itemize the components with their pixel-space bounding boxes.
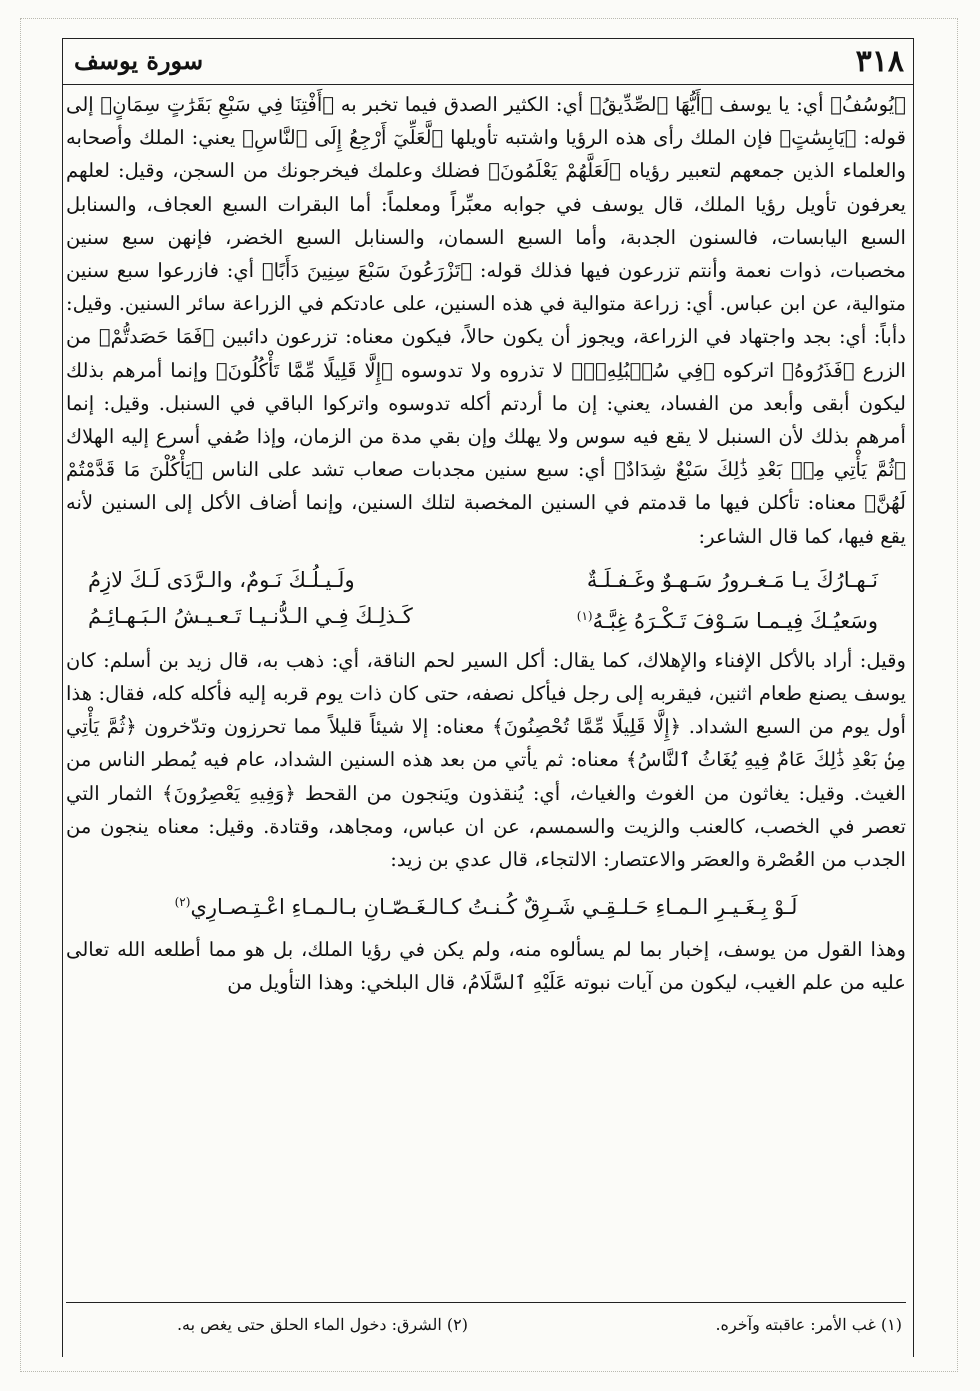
footnote-ref-1: (١)	[576, 608, 593, 623]
page-header	[62, 38, 914, 85]
footnote-1: (١) غب الأمر: عاقبته وآخره.	[715, 1315, 902, 1334]
poem-line-1	[66, 563, 906, 597]
footnote-2: (٢) الشرق: دخول الماء الحلق حتى يغص به.	[176, 1315, 468, 1334]
poem-line-2-first-text: وسَعيُـكَ فِيـمـا سَـوْفَ تَـكْـرَهُ غِبَّـهُ	[592, 608, 878, 633]
poem-line-2-second-hemistich: كَـذلِـكَ فِـي الـدُّنـيـا تَـعـيـشُ الـبَـهـائِـمُ	[88, 603, 413, 628]
paragraph-1: ﴿يُوسُفُ﴾ أي: يا يوسف ﴿أَيُّهَا ٱلصِّدِّيقُ﴾ أي: الكثير الصدق فيما تخبر به ﴿أَفْتِنَا فِي سَبْعِ بَقَرَٰتٍ سِمَانٍ﴾ إلى قوله: ﴿يَابِسَٰتٍ﴾ فإن الملك رأى هذه الرؤيا واشتبه تأويلها ﴿لَّعَلِّيٓ أَرْجِعُ إِلَى ٱلنَّاسِ﴾ يعني: الملك وأصحابه والعلماء الذين جمعهم لتعبير رؤياه ﴿لَعَلَّهُمْ يَعْلَمُونَ﴾ فضلك وعلمك فيخرجونك من السجن، وقيل: لعلهم يعرفون تأويل رؤيا الملك، قال يوسف في جوابه معبِّراً ومعلماً: أما البقرات السبع العجاف، والسنابل السبع اليابسات، فالسنون الجدبة، وأما السبع السمان، والسنابل السبع الخضر، فإنهن سبع سنين مخصبات، ذوات نعمة وأنتم تزرعون فيها فذلك قوله: ﴿تَزْرَعُونَ سَبْعَ سِنِينَ دَأَبًا﴾ أي: فازرعوا سبع سنين متوالية، عن ابن عباس. أي: زراعة متوالية في هذه السنين، على عادتكم في الزراعة سائر السنين. وقيل: دأباً: أي: بجد واجتهاد في الزراعة، ويجوز أن يكون حالاً، فيكون معناه: تزرعون دائبين ﴿فَمَا حَصَدتُّمْ﴾ من الزرع ﴿فَذَرُوهُ﴾ اتركوه ﴿فِي سُنۢبُلِهِۦٓ﴾ لا تذروه ولا تدوسوه ﴿إِلَّا قَلِيلًا مِّمَّا تَأْكُلُونَ﴾ وإنما أمرهم بذلك ليكون أبقى وأبعد من الفساد، يعني: إن ما أردتم أكله تدوسوه واتركوا الباقي في السنبل. وقيل: إنما أمرهم بذلك لأن السنبل لا يقع فيه سوس ولا يهلك وإن بقي مدة من الزمان، وإذا صُفي أسرع إليه الهلاك ﴿ثُمَّ يَأْتِي مِنۢ بَعْدِ ذَٰلِكَ سَبْعٌ شِدَادٌ﴾ أي: سبع سنين مجدبات صعاب تشد على الناس ﴿يَأْكُلْنَ مَا قَدَّمْتُمْ لَهُنَّ﴾ معناه: تأكلن فيها ما قدمتم في السنين المخصبة لتلك السنين، وإنما أضاف الأكل إلى السنين لأنه يقع فيها، كما قال الشاعر:	[66, 93, 906, 548]
poem-verse-adi	[66, 884, 906, 925]
poem-verse-adi-text: لَـوْ بِـغَـيـرِ الـمـاءِ حَـلـقِـي شَـرِقٌ كُـنـتُ كـالـغَـصّـانِ بـالـمـاءِ اعْـتِـصـارِي	[190, 895, 798, 920]
poem-line-1-second-hemistich: ولَـيـلُـكَ نَـومٌ، والـرَّدَى لَـكَ لازِمُ	[88, 567, 355, 592]
poem-verse-block	[66, 563, 906, 638]
footnote-ref-2: (٢)	[174, 895, 191, 910]
paragraph-2: وقيل: أراد بالأكل الإفناء والإهلاك، كما يقال: أكل السير لحم الناقة، أي: ذهب به، قال زيد بن أسلم: كان يوسف يصنع طعام اثنين، فيقربه إلى رجل فيأكل نصفه، حتى كان ذات يوم قربه إليه فأكله كله، فقال: هذا أول يوم من السبع الشداد. ﴿إِلَّا قَلِيلًا مِّمَّا تُحْصِنُونَ﴾ معناه: إلا شيئاً قليلاً مما تحرزون وتدّخرون ﴿ثُمَّ يَأْتِي مِنۢ بَعْدِ ذَٰلِكَ عَامٌ فِيهِ يُغَاثُ ٱلنَّاسُ﴾ معناه: ثم يأتي من بعد هذه السنين الشداد، عام فيه يُمطر الناس من الغيث. وقيل: يغاثون من الغوث والغياث، أي: يُنقذون ويَنجون من القحط ﴿وَفِيهِ يَعْصِرُونَ﴾ الثمار التي تعصر في الخصب، كالعنب والزيت والسمسم، عن ان عباس، ومجاهد، وقتادة. وقيل: معناه ينجون من الجدب من العُصْرة والعصَر والاعتصار: الالتجاء، قال عدي بن زيد:	[66, 648, 906, 872]
surah-title: سورة يوسف	[74, 46, 204, 75]
page-number: ٣١٨	[855, 44, 904, 79]
tafsir-body	[66, 88, 906, 1000]
poem-line-1-first-hemistich: نَـهـارُكَ يـا مَـغـرورُ سَـهـوٌ وغَـفـلَـةٌ	[586, 567, 878, 592]
poem-line-2	[66, 599, 906, 638]
poem-line-2-first-hemistich	[577, 599, 878, 638]
footnotes	[66, 1302, 906, 1343]
paragraph-3: وهذا القول من يوسف، إخبار بما لم يسألوه منه، ولم يكن في رؤيا الملك، بل هو مما أطلعه الله تعالى عليه من علم الغيب، ليكون من آيات نبوته عَلَيْهِ ٱلسَّلَامُ، قال البلخي: وهذا التأويل من	[66, 938, 906, 995]
